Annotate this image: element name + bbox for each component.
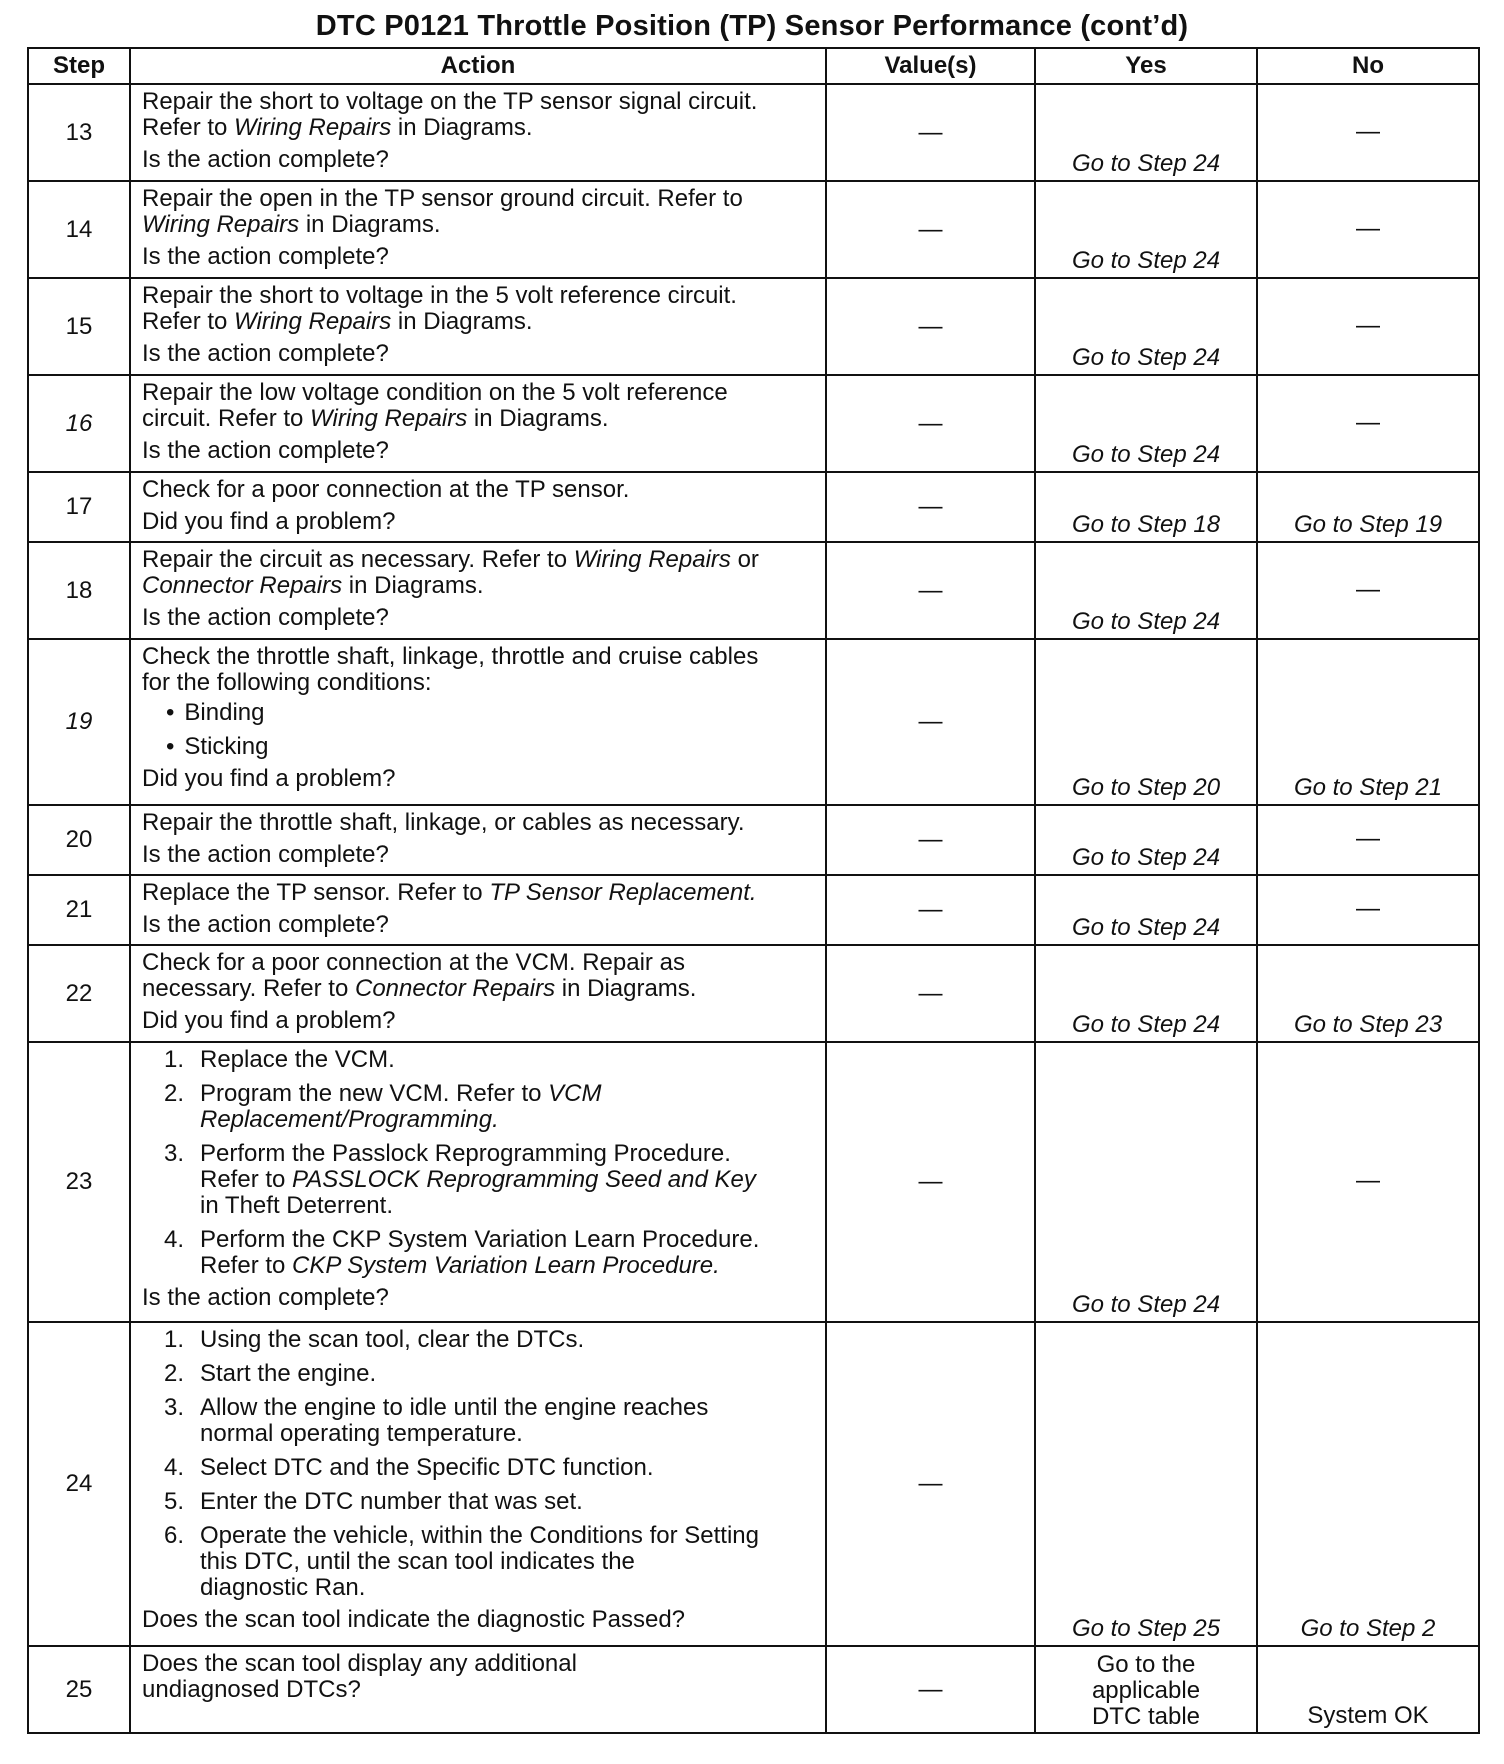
action-question: Is the action complete? [142,841,389,868]
action-question: Is the action complete? [142,146,389,173]
reference-link[interactable]: Wiring Repairs [234,308,392,335]
procedure-list [142,1047,817,1279]
action-text: necessary. Refer to [142,975,355,1002]
action-text: in Diagrams. [555,975,697,1002]
yes-cell: Go to Step 24 [1035,84,1257,181]
table-row [28,1646,1479,1733]
table-row [28,84,1479,181]
value-cell: — [826,542,1035,639]
procedure-list [142,1327,817,1601]
step-number: 18 [28,542,130,639]
table-row [28,1042,1479,1322]
action-text: Refer to [142,114,235,141]
step-number: 23 [28,1042,130,1322]
no-cell: — [1257,278,1479,375]
action-cell [130,472,826,542]
header-row [28,48,1479,84]
step-number: 19 [28,639,130,805]
action-text: Repair the short to voltage in the 5 volt reference circuit. [142,282,737,309]
table-row [28,805,1479,875]
action-cell [130,639,826,805]
step-number: 20 [28,805,130,875]
action-cell [130,181,826,278]
reference-link[interactable]: Wiring Repairs [142,211,300,238]
action-text: Check for a poor connection at the TP sensor. [142,476,630,503]
table-row [28,639,1479,805]
action-cell [130,1322,826,1646]
step-number: 21 [28,875,130,945]
reference-link[interactable]: PASSLOCK Reprogramming Seed and Key [292,1166,756,1193]
list-item: 1. Replace the VCM. [164,1046,395,1073]
no-cell: — [1257,805,1479,875]
list-item: 6. Operate the vehicle, within the Conditions for Setting this DTC, until the scan tool indicates the diagnostic Ran. [164,1522,759,1601]
no-cell: — [1257,181,1479,278]
yes-cell: Go to Step 24 [1035,1042,1257,1322]
action-text: Repair the throttle shaft, linkage, or cables as necessary. [142,809,745,836]
action-question: Is the action complete? [142,437,389,464]
value-cell: — [826,945,1035,1042]
action-cell [130,1646,826,1733]
action-question: Did you find a problem? [142,1007,396,1034]
action-text: Repair the low voltage condition on the 5 volt reference [142,379,728,406]
list-item: 1. Using the scan tool, clear the DTCs. [164,1326,585,1353]
yes-cell: Go to Step 24 [1035,375,1257,472]
step-number: 25 [28,1646,130,1733]
yes-cell: Go to Step 24 [1035,181,1257,278]
action-text: in Diagrams. [391,308,533,335]
action-text: in Diagrams. [391,114,533,141]
list-item: 4. Perform the CKP System Variation Learn Procedure. Refer to CKP System Variation Learn Procedure. [164,1226,760,1279]
action-text: Refer to [142,308,235,335]
action-cell [130,278,826,375]
action-question: Is the action complete? [142,1284,389,1311]
action-question: Is the action complete? [142,340,389,367]
yes-text: applicable [1091,1677,1201,1704]
value-cell: — [826,472,1035,542]
action-cell [130,84,826,181]
reference-link[interactable]: Connector Repairs [142,572,343,599]
action-text: in Diagrams. [467,405,609,432]
no-cell: Go to Step 19 [1257,472,1479,542]
list-item: 4. Select DTC and the Specific DTC function. [164,1454,654,1481]
yes-cell: Go to Step 24 [1035,875,1257,945]
step-number: 16 [28,375,130,472]
yes-cell: Go to Step 24 [1035,278,1257,375]
action-text: Repair the short to voltage on the TP sensor signal circuit. [142,88,758,115]
list-item: 3. Perform the Passlock Reprogramming Procedure. Refer to PASSLOCK Reprogramming Seed and Key in Theft Deterrent. [164,1140,756,1219]
action-text: in Diagrams. [342,572,484,599]
table-row [28,542,1479,639]
value-cell: — [826,278,1035,375]
step-number: 17 [28,472,130,542]
value-cell: — [826,375,1035,472]
step-number: 24 [28,1322,130,1646]
action-text: in Diagrams. [299,211,441,238]
action-cell [130,945,826,1042]
yes-text: Go to the [1096,1651,1196,1678]
yes-cell: Go to Step 24 [1035,542,1257,639]
no-cell: — [1257,875,1479,945]
action-question: Did you find a problem? [142,508,396,535]
action-cell [130,1042,826,1322]
no-cell: — [1257,375,1479,472]
action-text: circuit. Refer to [142,405,311,432]
header-step: Step [28,48,130,84]
no-cell: System OK [1257,1646,1479,1733]
reference-link[interactable]: VCM [548,1080,602,1107]
value-cell: — [826,1322,1035,1646]
action-text: or [730,546,759,573]
yes-cell: Go to Step 25 [1035,1322,1257,1646]
action-question: Does the scan tool indicate the diagnostic Passed? [142,1606,686,1633]
action-cell [130,875,826,945]
action-question: Is the action complete? [142,243,389,270]
action-cell [130,375,826,472]
yes-cell: Go to Step 18 [1035,472,1257,542]
action-text: undiagnosed DTCs? [142,1676,361,1703]
value-cell: — [826,1042,1035,1322]
header-values: Value(s) [826,48,1035,84]
header-action: Action [130,48,826,84]
reference-link[interactable]: Replacement/Programming. [200,1106,499,1133]
page-title: DTC P0121 Throttle Position (TP) Sensor Performance (cont’d) [315,10,1189,42]
no-cell: Go to Step 2 [1257,1322,1479,1646]
table-row [28,945,1479,1042]
action-question: Is the action complete? [142,911,389,938]
action-text: Check for a poor connection at the VCM. Repair as [142,949,685,976]
action-question: Did you find a problem? [142,765,396,792]
yes-text: DTC table [1091,1703,1201,1730]
value-cell: — [826,181,1035,278]
step-number: 14 [28,181,130,278]
list-item: 2. Start the engine. [164,1360,377,1387]
step-number: 22 [28,945,130,1042]
value-cell: — [826,639,1035,805]
reference-link[interactable]: Wiring Repairs [234,114,392,141]
table-row [28,1322,1479,1646]
action-cell [130,542,826,639]
no-cell: — [1257,542,1479,639]
reference-link[interactable]: Wiring Repairs [573,546,731,573]
yes-cell: Go to Step 24 [1035,805,1257,875]
list-item: 5. Enter the DTC number that was set. [164,1488,583,1515]
reference-link[interactable]: TP Sensor Replacement. [489,879,757,906]
action-text: Does the scan tool display any additional [142,1650,577,1677]
table-row [28,472,1479,542]
action-text: Replace the TP sensor. Refer to [142,879,490,906]
no-cell: Go to Step 21 [1257,639,1479,805]
yes-cell [1035,1646,1257,1733]
yes-cell: Go to Step 20 [1035,639,1257,805]
action-text: Repair the open in the TP sensor ground circuit. Refer to [142,185,743,212]
condition-list [142,700,817,760]
table-row [28,875,1479,945]
step-number: 13 [28,84,130,181]
no-cell: Go to Step 23 [1257,945,1479,1042]
action-text: Repair the circuit as necessary. Refer to [142,546,574,573]
yes-cell: Go to Step 24 [1035,945,1257,1042]
list-item: 3. Allow the engine to idle until the engine reaches normal operating temperature. [164,1394,709,1447]
reference-link[interactable]: Connector Repairs [354,975,556,1002]
no-cell: — [1257,1042,1479,1322]
table-row [28,375,1479,472]
value-cell: — [826,875,1035,945]
table-row [28,278,1479,375]
no-cell: — [1257,84,1479,181]
table-row [28,181,1479,278]
action-text: Check the throttle shaft, linkage, throttle and cruise cables [142,643,759,670]
action-text: for the following conditions: [142,669,432,696]
value-cell: — [826,84,1035,181]
list-item: • Sticking [166,734,817,760]
value-cell: — [826,805,1035,875]
step-number: 15 [28,278,130,375]
header-no: No [1257,48,1479,84]
list-item: 2. Program the new VCM. Refer to VCM Replacement/Programming. [164,1080,602,1133]
header-yes: Yes [1035,48,1257,84]
diagnostic-table [27,47,1480,1734]
value-cell: — [826,1646,1035,1733]
list-item: • Binding [166,700,817,726]
reference-link[interactable]: Wiring Repairs [310,405,468,432]
reference-link[interactable]: CKP System Variation Learn Procedure. [292,1252,720,1279]
action-cell [130,805,826,875]
action-question: Is the action complete? [142,604,389,631]
